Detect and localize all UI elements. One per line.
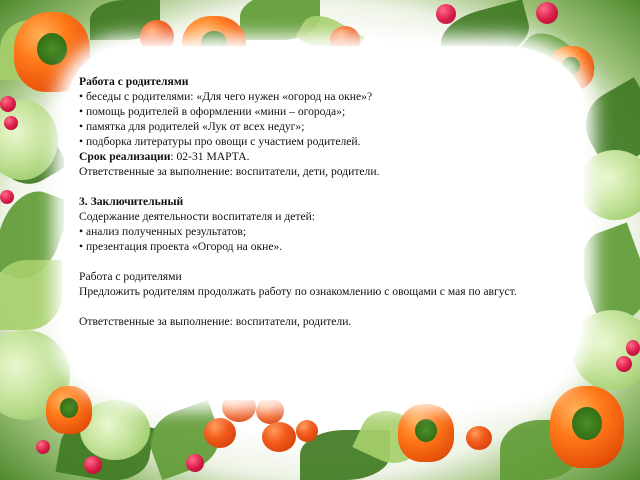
tomato-icon	[204, 418, 236, 448]
tomato-icon	[296, 420, 318, 442]
pepper-icon	[398, 404, 454, 462]
spacer	[79, 179, 574, 194]
radish-icon	[0, 96, 16, 112]
pepper-icon	[46, 386, 92, 434]
parents-bullet: • памятка для родителей «Лук от всех недуг»;	[79, 120, 305, 133]
radish-icon	[626, 340, 640, 356]
slide-content	[79, 74, 574, 329]
final-bullet: • анализ полученных результатов;	[79, 225, 247, 238]
deadline-line	[79, 149, 574, 164]
radish-icon	[616, 356, 632, 372]
radish-icon	[436, 4, 456, 24]
radish-icon	[186, 454, 204, 472]
final-stage-intro: Содержание деятельности воспитателя и детей:	[79, 210, 316, 223]
spacer	[79, 299, 574, 314]
final-bullet: • презентация проекта «Огород на окне».	[79, 240, 283, 253]
spacer	[79, 254, 574, 269]
final-parents-text: Предложить родителям продолжать работу по ознакомлению с овощами с мая по август.	[79, 285, 517, 298]
tomato-icon	[262, 422, 296, 452]
tomato-icon	[256, 398, 284, 424]
parents-bullet: • беседы с родителями: «Для чего нужен «огород на окне»?	[79, 90, 373, 103]
radish-icon	[0, 190, 14, 204]
radish-icon	[84, 456, 102, 474]
parents-bullet: • помощь родителей в оформлении «мини – огорода»;	[79, 105, 346, 118]
radish-icon	[36, 440, 50, 454]
radish-icon	[4, 116, 18, 130]
final-parents-heading: Работа с родителями	[79, 270, 182, 283]
final-responsible-line: Ответственные за выполнение: воспитатели, родители.	[79, 315, 352, 328]
tomato-icon	[466, 426, 492, 450]
radish-icon	[536, 2, 558, 24]
responsible-line: Ответственные за выполнение: воспитатели, дети, родители.	[79, 165, 380, 178]
deadline-label: Срок реализации	[79, 150, 171, 163]
pepper-icon	[550, 386, 624, 468]
parents-bullet: • подборка литературы про овощи с участием родителей.	[79, 135, 361, 148]
deadline-value: : 02-31 МАРТА.	[170, 150, 250, 163]
parents-work-heading: Работа с родителями	[79, 75, 189, 88]
final-stage-heading: 3. Заключительный	[79, 195, 184, 208]
